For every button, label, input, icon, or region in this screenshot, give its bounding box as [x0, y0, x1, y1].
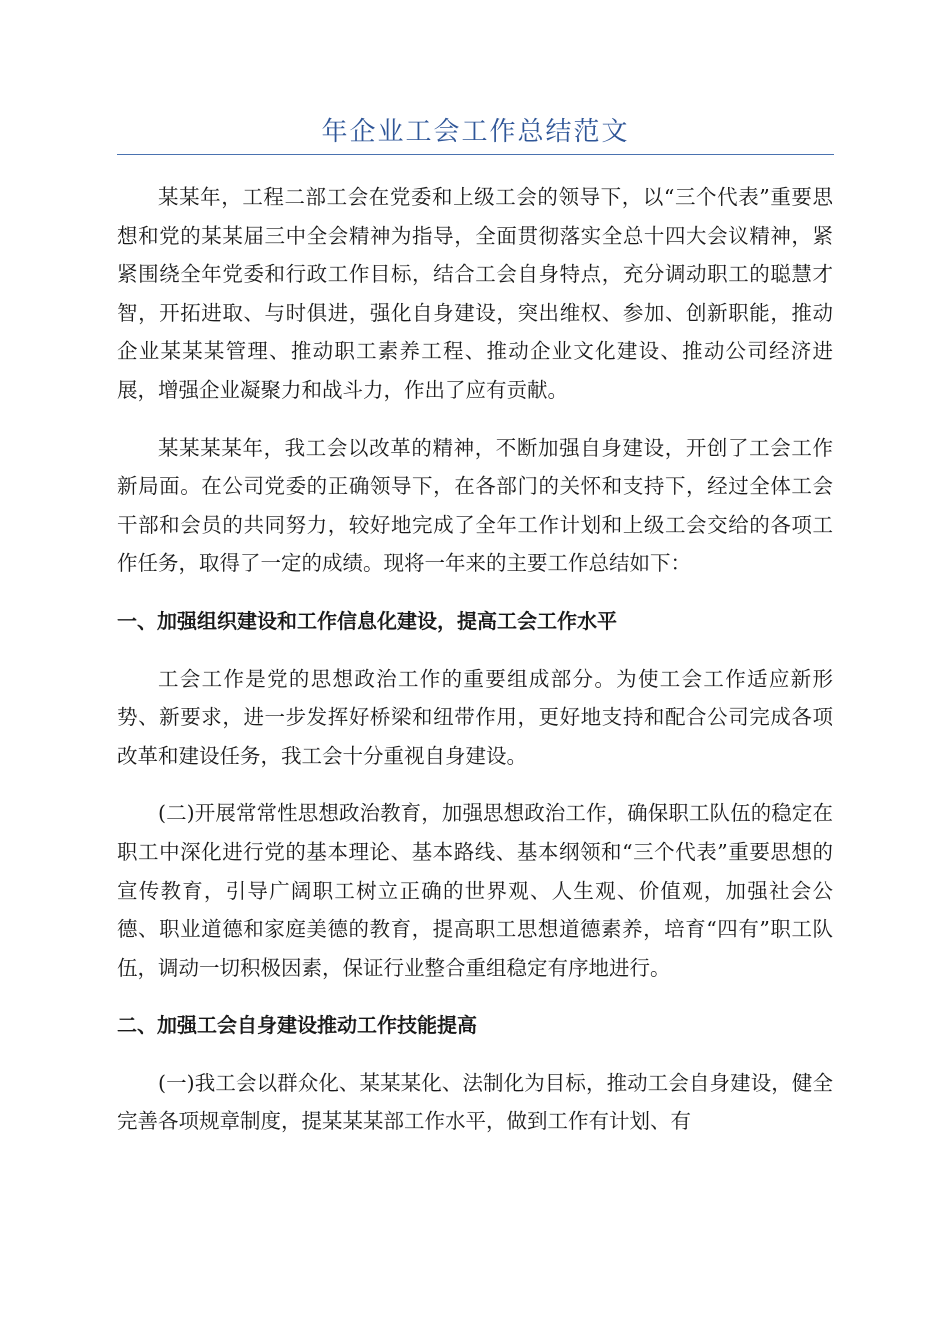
- paragraph-section1-intro: 工会工作是党的思想政治工作的重要组成部分。为使工会工作适应新形势、新要求，进一步发挥好桥梁和纽带作用，更好地支持和配合公司完成各项改革和建设任务，我工会十分重视自身建设。: [117, 666, 833, 768]
- paragraph-section2-item1: (一)我工会以群众化、某某某化、法制化为目标，推动工会自身建设，健全完善各项规章制度，提某某某部工作水平，做到工作有计划、有: [117, 1070, 833, 1134]
- document-title: 年企业工会工作总结范文: [321, 117, 630, 147]
- section-heading-1: 一、加强组织建设和工作信息化建设，提高工会工作水平: [117, 608, 617, 633]
- paragraph-overview: 某某某某年，我工会以改革的精神，不断加强自身建设，开创了工会工作新局面。在公司党委的正确领导下，在各部门的关怀和支持下，经过全体工会干部和会员的共同努力，较好地完成了全年工作计划和上级工会交给的各项工作任务，取得了一定的成绩。现将一年来的主要工作总结如下：: [117, 435, 833, 576]
- title-underline: [117, 154, 834, 155]
- paragraph-section1-item2: (二)开展常常性思想政治教育，加强思想政治工作，确保职工队伍的稳定在职工中深化进行党的基本理论、基本路线、基本纲领和“三个代表”重要思想的宣传教育，引导广阔职工树立正确的世界观、人生观、价值观，加强社会公德、职业道德和家庭美德的教育，提高职工思想道德素养，培育“四有”职工队伍，调动一切积极因素，保证行业整合重组稳定有序地进行。: [117, 801, 833, 980]
- paragraph-intro: 某某年，工程二部工会在党委和上级工会的领导下，以“三个代表”重要思想和党的某某届三中全会精神为指导，全面贯彻落实全总十四大会议精神，紧紧围绕全年党委和行政工作目标，结合工会自身特点，充分调动职工的聪慧才智，开拓进取、与时俱进，强化自身建设，突出维权、参加、创新职能，推动企业某某某管理、推动职工素养工程、推动企业文化建设、推动公司经济进展，增强企业凝聚力和战斗力，作出了应有贡献。: [117, 185, 833, 402]
- section-heading-2: 二、加强工会自身建设推动工作技能提高: [117, 1013, 477, 1038]
- document-body: [117, 178, 833, 1141]
